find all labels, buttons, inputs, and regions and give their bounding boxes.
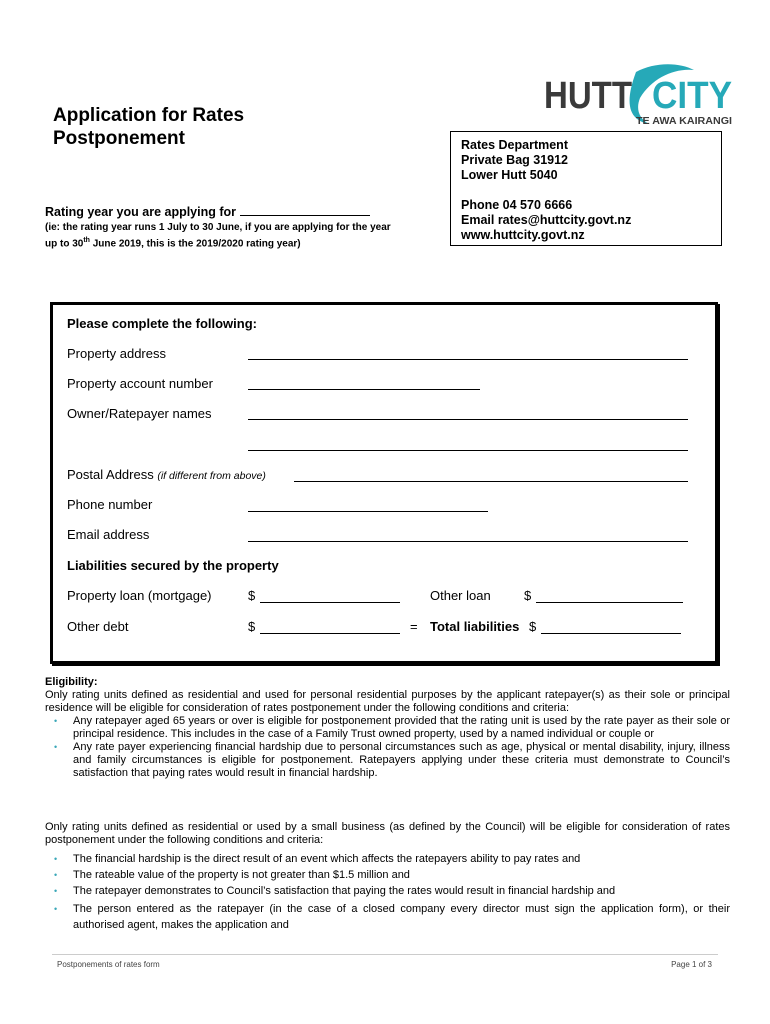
eligibility-list-2 [45, 853, 730, 933]
other-debt-field[interactable] [260, 633, 400, 634]
eligibility-intro: Only rating units defined as residential and used for personal residential purposes by the applicant ratepayer(s) as their sole or principal residence will be eligible for consideration of rates postponement under the following conditions and criteria: [45, 689, 730, 714]
phone-label: Phone number [67, 497, 153, 512]
postal-address-label: Postal Address (if different from above) [67, 467, 266, 482]
currency-symbol: $ [248, 588, 256, 603]
property-loan-label: Property loan (mortgage) [67, 588, 212, 603]
title-line-2: Postponement [53, 128, 185, 149]
footer-divider [52, 954, 718, 955]
form-title: Please complete the following: [67, 316, 257, 331]
list-item: • Any ratepayer aged 65 years or over is eligible for postponement provided that the rating unit is used by the rate payer as their sole or principal residence. This includes in the case of a Family Trust owned property, used by a named individual or couple or [45, 715, 730, 741]
email-field[interactable] [248, 541, 688, 542]
total-liabilities-field[interactable] [541, 633, 681, 634]
other-loan-field[interactable] [536, 602, 683, 603]
property-address-label: Property address [67, 346, 166, 361]
equals-sign: = [410, 619, 418, 634]
eligibility-heading: Eligibility: [45, 676, 98, 688]
title-line-1: Application for Rates [53, 105, 245, 126]
address-line: Private Bag 31912 [461, 153, 569, 167]
list-item: • The rateable value of the property is not greater than $1.5 million and [45, 869, 730, 882]
address-line: Rates Department [461, 138, 568, 152]
page-title [53, 104, 244, 150]
currency-symbol: $ [529, 619, 537, 634]
contact-phone: Phone 04 570 6666 [461, 198, 573, 212]
rating-year-field[interactable] [240, 205, 370, 216]
logo-tagline: TE AWA KAIRANGI [636, 116, 733, 127]
property-account-field[interactable] [248, 389, 480, 390]
address-box [450, 131, 722, 246]
currency-symbol: $ [524, 588, 532, 603]
other-loan-label: Other loan [430, 588, 491, 603]
footer-form-name: Postponements of rates form [57, 960, 160, 969]
logo-text-city: CITY [652, 75, 732, 117]
property-account-label: Property account number [67, 376, 213, 391]
property-address-field[interactable] [248, 359, 688, 360]
total-liabilities-label: Total liabilities [430, 619, 520, 634]
eligibility-intro-2: Only rating units defined as residential or used by a small business (as defined by the Council) will be eligible for consideration of rates postponement under the following conditions and criteria: [45, 821, 730, 846]
list-item: • The financial hardship is the direct result of an event which affects the ratepayers ability to pay rates and [45, 853, 730, 866]
rating-year-note: (ie: the rating year runs 1 July to 30 June, if you are applying for the year up to 30th June 2019, this is the 2019/2020 rating year) [45, 222, 391, 250]
owner-names-field[interactable] [248, 419, 688, 420]
footer-page-number: Page 1 of 3 [671, 960, 712, 969]
postal-address-field[interactable] [294, 481, 688, 482]
list-item: • The ratepayer demonstrates to Council’s satisfaction that paying the rates would result in financial hardship and [45, 885, 730, 898]
rating-year-question: Rating year you are applying for [45, 205, 237, 219]
eligibility-list-1 [45, 715, 730, 780]
rating-year-section [45, 205, 405, 250]
owner-names-label: Owner/Ratepayer names [67, 406, 212, 421]
eligibility-section [45, 676, 730, 780]
currency-symbol: $ [248, 619, 256, 634]
hutt-city-logo [544, 64, 734, 128]
phone-field[interactable] [248, 511, 488, 512]
logo-text-hutt: HUTT [544, 75, 632, 117]
email-label: Email address [67, 527, 150, 542]
owner-names-field-line-2[interactable] [248, 450, 688, 451]
address-line: Lower Hutt 5040 [461, 168, 558, 182]
contact-email: Email rates@huttcity.govt.nz [461, 213, 632, 227]
contact-website: www.huttcity.govt.nz [461, 228, 585, 242]
postal-address-note: (if different from above) [157, 470, 266, 482]
property-loan-field[interactable] [260, 602, 400, 603]
liabilities-heading: Liabilities secured by the property [67, 558, 279, 573]
eligibility-section-2 [45, 821, 730, 933]
list-item: • The person entered as the ratepayer (in the case of a closed company every director must sign the application form), or their authorised agent, makes the application and [45, 901, 730, 933]
other-debt-label: Other debt [67, 619, 129, 634]
list-item: • Any rate payer experiencing financial hardship due to personal circumstances such as age, physical or mental disability, injury, illness and family circumstances is eligible for postponement. Ratepayers applying under these criteria must demonstrate to Council’s satisfaction that paying rates would result in financial hardship. [45, 741, 730, 780]
